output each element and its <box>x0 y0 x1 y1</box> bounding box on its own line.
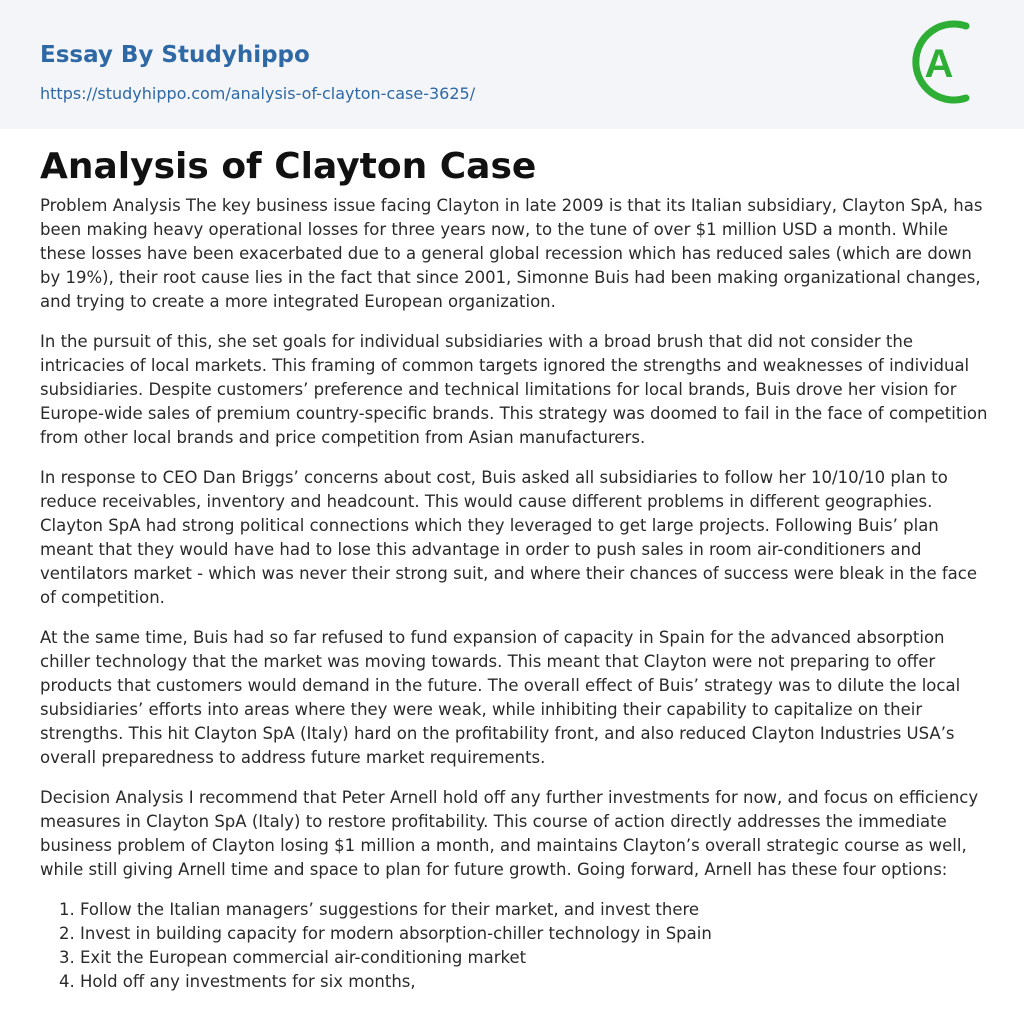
studyhippo-logo-icon[interactable] <box>908 18 988 106</box>
list-item: 1. Follow the Italian managers’ suggestions for their market, and invest there <box>80 898 990 922</box>
list-item: 4. Hold off any investments for six months, <box>80 970 990 994</box>
paragraph-ceo-response: In response to CEO Dan Briggs’ concerns about cost, Buis asked all subsidiaries to follow her 10/10/10 plan to reduce receivables, inventory and headcount. This would cause different problems in different geographies. Clayton SpA had strong political connections which they leveraged to get large projects. Following Buis’ plan meant that they would have had to lose this advantage in order to push sales in room air-conditioners and ventilators market - which was never their strong suit, and where their chances of success were bleak in the face of competition. <box>40 468 978 607</box>
list-item: 2. Invest in building capacity for modern absorption-chiller technology in Spain <box>80 922 990 946</box>
site-header <box>0 0 1024 129</box>
list-item: 3. Exit the European commercial air-conditioning market <box>80 946 990 970</box>
paragraph-decision-analysis: Decision Analysis I recommend that Peter Arnell hold off any further investments for now, and focus on efficiency measures in Clayton SpA (Italy) to restore profitability. This course of action directly addresses the immediate business problem of Clayton losing $1 million a month, and maintains Clayton’s overall strategic course as well, while still giving Arnell time and space to plan for future growth. Going forward, Arnell has these four options: <box>40 788 979 879</box>
options-list <box>40 898 990 994</box>
page-title: Analysis of Clayton Case <box>40 146 537 187</box>
essay-url-link[interactable]: https://studyhippo.com/analysis-of-clayton-case-3625/ <box>40 84 476 103</box>
brand-title[interactable]: Essay By Studyhippo <box>40 42 310 68</box>
paragraph-pursuit: In the pursuit of this, she set goals for individual subsidiaries with a broad brush that did not consider the intricacies of local markets. This framing of common targets ignored the strengths and weaknesses of individual subsidiaries. Despite customers’ preference and technical limitations for local brands, Buis drove her vision for Europe-wide sales of premium country-specific brands. This strategy was doomed to fail in the face of competition from other local brands and price competition from Asian manufacturers. <box>40 332 988 447</box>
paragraph-problem-analysis: Problem Analysis The key business issue facing Clayton in late 2009 is that its Italian subsidiary, Clayton SpA, has been making heavy operational losses for three years now, to the tune of over $1 million USD a month. While these losses have been exacerbated due to a general global recession which has reduced sales (which are down by 19%), their root cause lies in the fact that since 2001, Simonne Buis had been making organizational changes, and trying to create a more integrated European organization. <box>40 196 983 311</box>
essay-body <box>40 194 990 994</box>
paragraph-spain-capacity: At the same time, Buis had so far refused to fund expansion of capacity in Spain for the advanced absorption chiller technology that the market was moving towards. This meant that Clayton were not preparing to offer products that customers would demand in the future. The overall effect of Buis’ strategy was to dilute the local subsidiaries’ efforts into areas where they were weak, while inhibiting their capability to capitalize on their strengths. This hit Clayton SpA (Italy) hard on the profitability front, and also reduced Clayton Industries USA’s overall preparedness to address future market requirements. <box>40 628 961 767</box>
logo-letter: A <box>924 42 954 86</box>
